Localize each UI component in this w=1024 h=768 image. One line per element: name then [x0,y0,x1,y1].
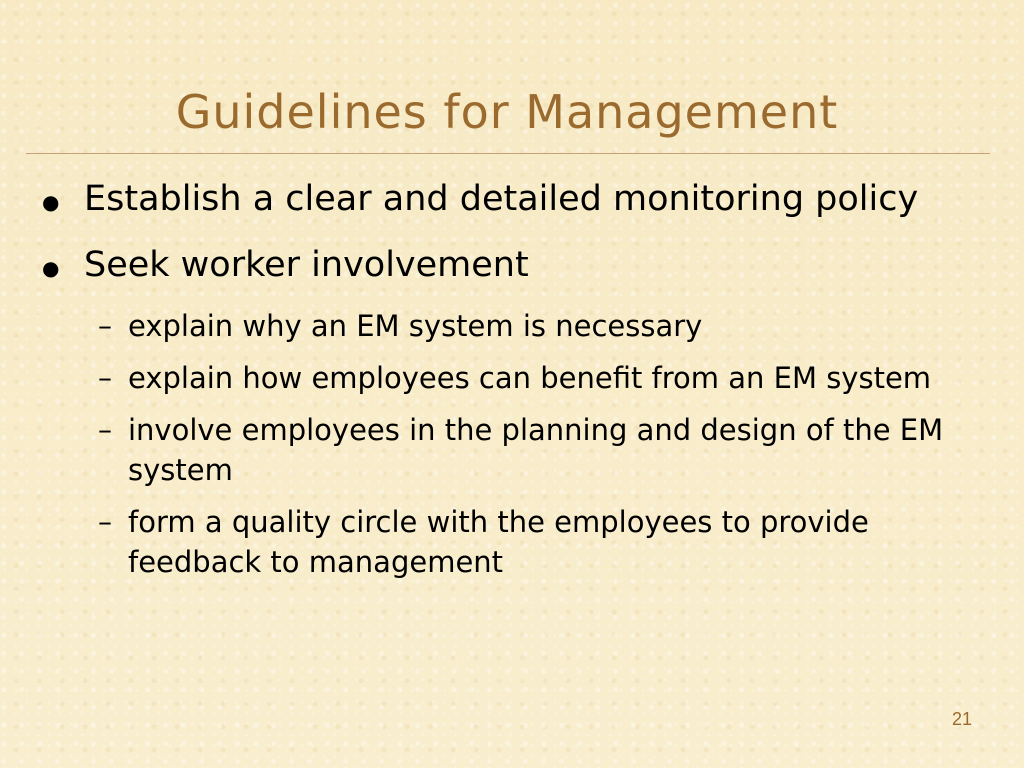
bullet-dot-icon: ● [42,256,60,280]
dash-icon: – [98,361,112,394]
sub-bullet-text: involve employees in the planning and design of the EM system [128,413,944,487]
slide-content [38,174,988,594]
slide-title: Guidelines for Management [175,85,839,139]
title-divider [26,153,990,154]
bullet-text: Seek worker involvement [84,245,529,285]
sub-bullet-item [98,358,988,398]
dash-icon: – [98,413,112,446]
bullet-item [38,240,988,296]
page-number: 21 [951,709,972,729]
sub-bullet-item [98,410,988,490]
sub-bullet-item [98,306,988,346]
dash-icon: – [98,505,112,538]
bullet-text: Establish a clear and detailed monitoring policy [84,179,919,219]
sub-bullet-text: form a quality circle with the employees to provide feedback to management [128,505,869,579]
sub-bullet-text: explain why an EM system is necessary [128,309,703,343]
sub-bullet-text: explain how employees can benefit from an EM system [128,361,932,395]
bullet-item [38,174,988,230]
bullet-dot-icon: ● [42,190,60,214]
sub-bullet-item [98,502,988,582]
dash-icon: – [98,309,112,342]
